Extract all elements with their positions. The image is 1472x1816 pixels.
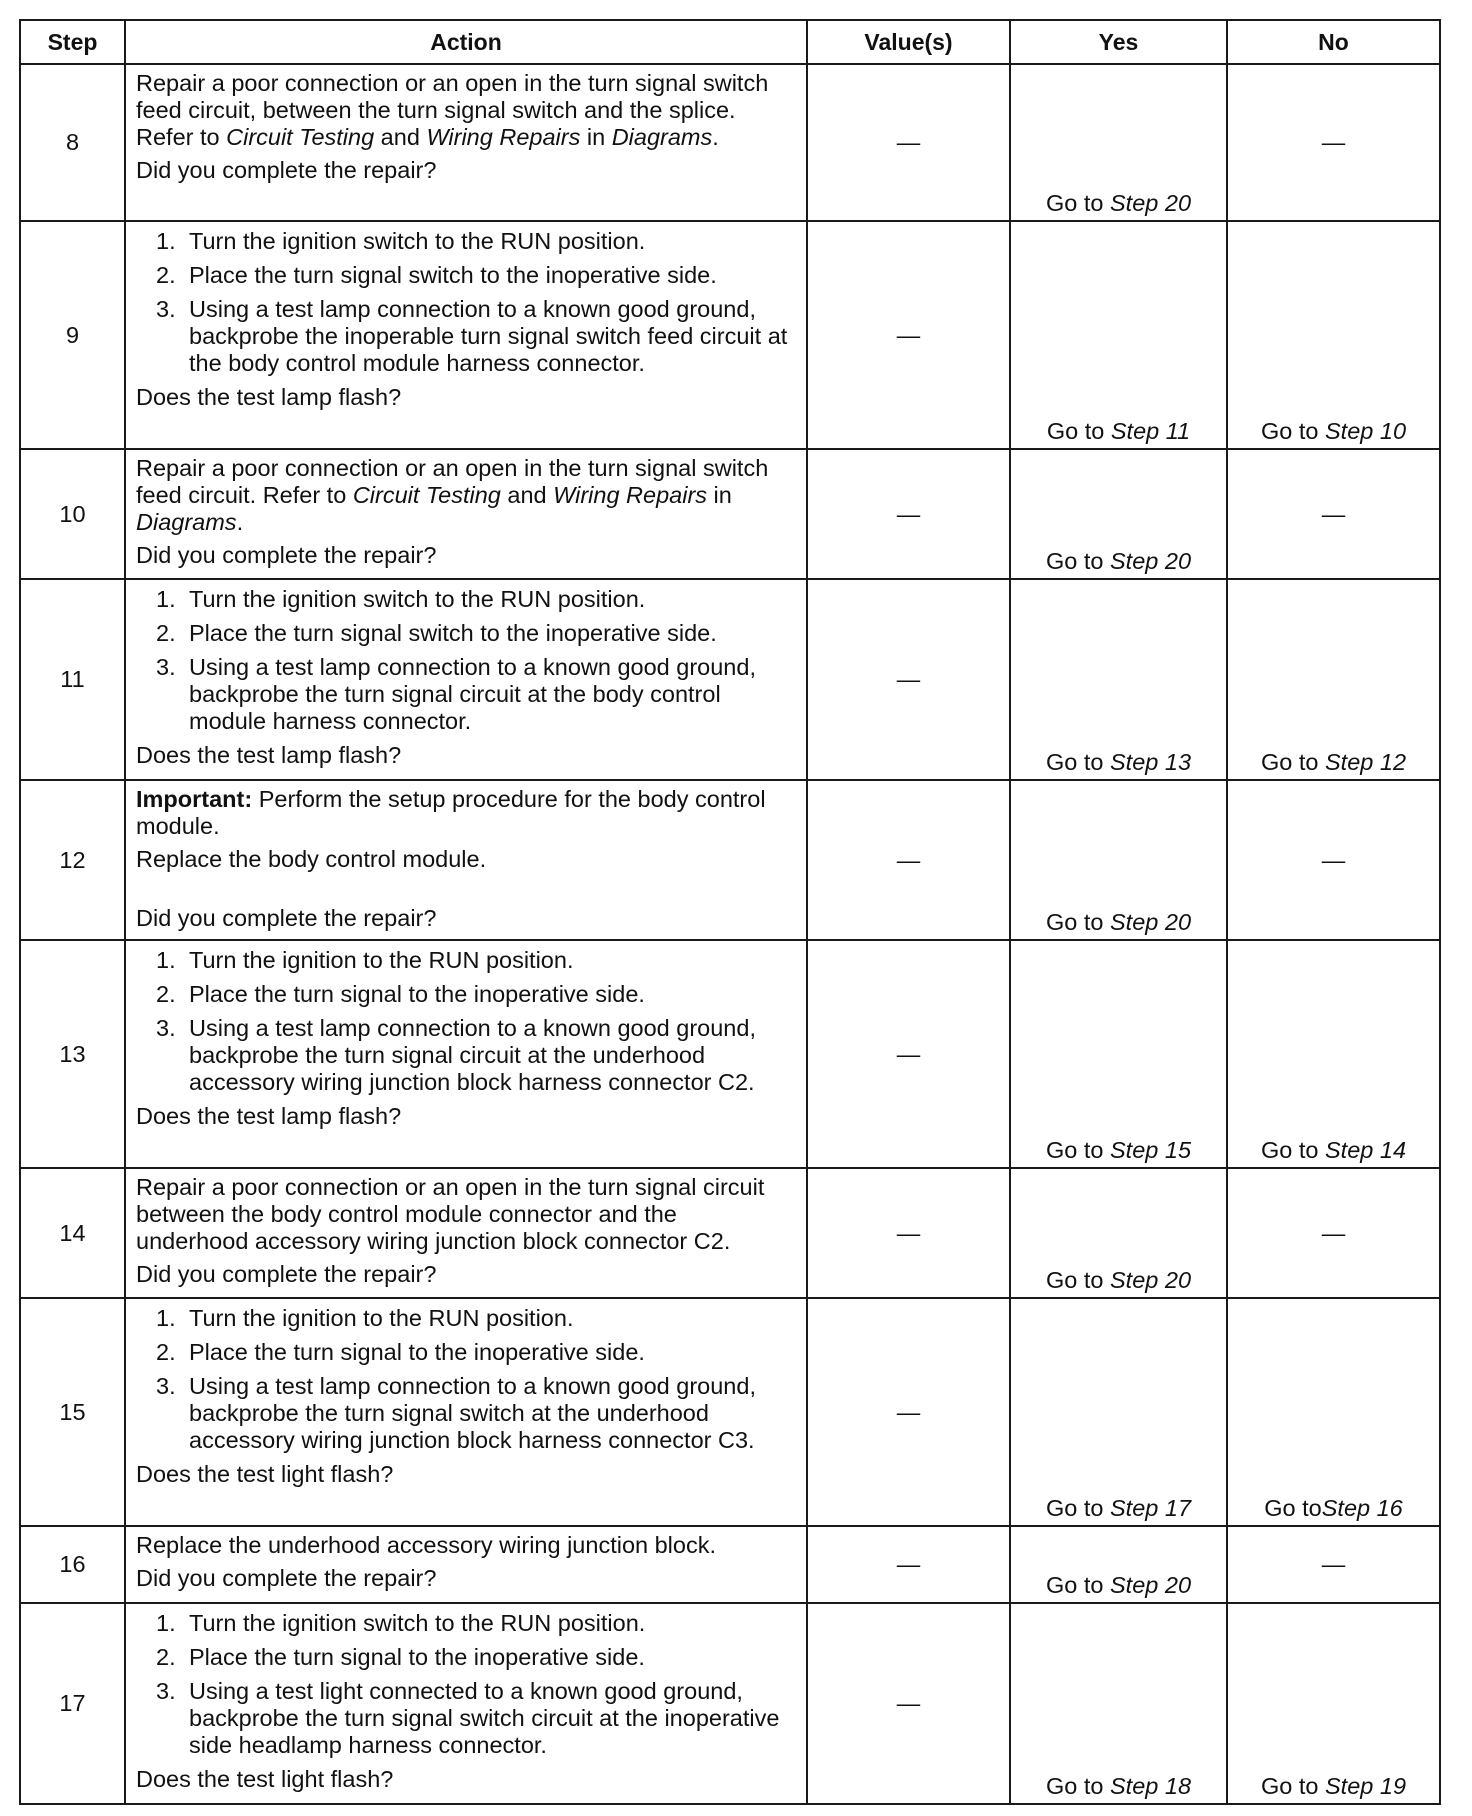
no-cell: Go to Step 12 — [1227, 579, 1440, 780]
action-question: Does the test lamp flash? — [136, 1103, 402, 1129]
no-cell: — — [1227, 449, 1440, 579]
value-cell: — — [807, 449, 1010, 579]
yes-cell: Go to Step 20 — [1010, 1526, 1227, 1603]
list-item: 2. Place the turn signal to the inoperative side. — [156, 1644, 645, 1670]
step-number: 10 — [20, 449, 125, 579]
step-number: 16 — [20, 1526, 125, 1603]
header-no: No — [1227, 20, 1440, 64]
value-cell: — — [807, 64, 1010, 221]
action-question: Did you complete the repair? — [136, 1565, 437, 1591]
action-cell — [125, 1603, 807, 1804]
yes-cell: Go to Step 15 — [1010, 940, 1227, 1168]
action-steps — [136, 1305, 794, 1454]
yes-cell: Go to Step 20 — [1010, 449, 1227, 579]
value-cell: — — [807, 1298, 1010, 1526]
step-number: 11 — [20, 579, 125, 780]
no-cell: Go to Step 19 — [1227, 1603, 1440, 1804]
action-cell — [125, 780, 807, 940]
important-note: Important: Perform the setup procedure for the body control module. — [136, 786, 766, 839]
action-text: Repair a poor connection or an open in the turn signal switch feed circuit. Refer to Circuit Testing and Wiring Repairs in Diagrams. — [136, 455, 769, 535]
no-cell: — — [1227, 780, 1440, 940]
action-text: Repair a poor connection or an open in the turn signal circuit between the body control module connector and the underhood accessory wiring junction block connector C2. — [136, 1174, 765, 1254]
yes-cell: Go to Step 13 — [1010, 579, 1227, 780]
list-item: 3. Using a test lamp connection to a known good ground, backprobe the turn signal switch at the underhood accessory wiring junction block harness connector C3. — [156, 1373, 756, 1453]
action-cell — [125, 1168, 807, 1298]
no-cell: Go to Step 10 — [1227, 221, 1440, 449]
action-question: Does the test lamp flash? — [136, 384, 402, 410]
action-cell — [125, 940, 807, 1168]
no-cell: — — [1227, 64, 1440, 221]
yes-cell: Go to Step 18 — [1010, 1603, 1227, 1804]
action-steps — [136, 1610, 794, 1759]
list-item: 3. Using a test light connected to a known good ground, backprobe the turn signal switch circuit at the inoperative side headlamp harness connector. — [156, 1678, 780, 1758]
no-cell: Go toStep 16 — [1227, 1298, 1440, 1526]
action-question: Does the test light flash? — [136, 1766, 394, 1792]
action-cell — [125, 449, 807, 579]
list-item: 2. Place the turn signal switch to the inoperative side. — [156, 262, 717, 288]
list-item: 1. Turn the ignition to the RUN position. — [156, 947, 574, 973]
yes-cell: Go to Step 20 — [1010, 780, 1227, 940]
action-question: Did you complete the repair? — [136, 1261, 437, 1287]
value-cell: — — [807, 1603, 1010, 1804]
table-row — [20, 64, 1440, 221]
header-values: Value(s) — [807, 20, 1010, 64]
table-row — [20, 1526, 1440, 1603]
table-header-row — [20, 20, 1440, 64]
action-cell — [125, 64, 807, 221]
action-question: Does the test light flash? — [136, 1461, 394, 1487]
action-question: Did you complete the repair? — [136, 542, 437, 568]
table-row — [20, 940, 1440, 1168]
table-row — [20, 1603, 1440, 1804]
table-row — [20, 221, 1440, 449]
value-cell: — — [807, 1168, 1010, 1298]
action-text: Repair a poor connection or an open in the turn signal switch feed circuit, between the turn signal switch and the splice. Refer to Circuit Testing and Wiring Repairs in Diagrams. — [136, 70, 769, 150]
list-item: 2. Place the turn signal to the inoperative side. — [156, 1339, 645, 1365]
action-text: Replace the body control module. — [136, 846, 487, 872]
yes-cell: Go to Step 17 — [1010, 1298, 1227, 1526]
action-cell — [125, 1526, 807, 1603]
table-row — [20, 579, 1440, 780]
step-number: 8 — [20, 64, 125, 221]
header-action: Action — [125, 20, 807, 64]
step-number: 13 — [20, 940, 125, 1168]
action-question: Does the test lamp flash? — [136, 742, 402, 768]
table-row — [20, 780, 1440, 940]
table-row — [20, 1168, 1440, 1298]
list-item: 2. Place the turn signal to the inoperative side. — [156, 981, 645, 1007]
value-cell: — — [807, 940, 1010, 1168]
step-number: 17 — [20, 1603, 125, 1804]
yes-cell: Go to Step 20 — [1010, 64, 1227, 221]
value-cell: — — [807, 780, 1010, 940]
list-item: 3. Using a test lamp connection to a known good ground, backprobe the turn signal circuit at the body control module harness connector. — [156, 654, 756, 734]
step-number: 14 — [20, 1168, 125, 1298]
action-cell — [125, 221, 807, 449]
no-cell: — — [1227, 1168, 1440, 1298]
action-text: Replace the underhood accessory wiring junction block. — [136, 1532, 716, 1558]
table-row — [20, 1298, 1440, 1526]
no-cell: Go to Step 14 — [1227, 940, 1440, 1168]
action-cell — [125, 579, 807, 780]
step-number: 9 — [20, 221, 125, 449]
list-item: 1. Turn the ignition switch to the RUN position. — [156, 228, 646, 254]
value-cell: — — [807, 579, 1010, 780]
list-item: 2. Place the turn signal switch to the inoperative side. — [156, 620, 717, 646]
list-item: 1. Turn the ignition switch to the RUN position. — [156, 586, 646, 612]
value-cell: — — [807, 221, 1010, 449]
action-steps — [136, 586, 794, 735]
action-cell — [125, 1298, 807, 1526]
yes-cell: Go to Step 11 — [1010, 221, 1227, 449]
action-steps — [136, 228, 794, 377]
value-cell: — — [807, 1526, 1010, 1603]
yes-cell: Go to Step 20 — [1010, 1168, 1227, 1298]
header-step: Step — [20, 20, 125, 64]
step-number: 15 — [20, 1298, 125, 1526]
action-question: Did you complete the repair? — [136, 905, 437, 931]
list-item: 1. Turn the ignition switch to the RUN position. — [156, 1610, 646, 1636]
table-row — [20, 449, 1440, 579]
list-item: 1. Turn the ignition to the RUN position. — [156, 1305, 574, 1331]
header-yes: Yes — [1010, 20, 1227, 64]
action-steps — [136, 947, 794, 1096]
list-item: 3. Using a test lamp connection to a known good ground, backprobe the turn signal circuit at the underhood accessory wiring junction block harness connector C2. — [156, 1015, 756, 1095]
step-number: 12 — [20, 780, 125, 940]
diagnostic-table — [19, 19, 1441, 1805]
list-item: 3. Using a test lamp connection to a known good ground, backprobe the inoperable turn signal switch feed circuit at the body control module harness connector. — [156, 296, 788, 376]
action-question: Did you complete the repair? — [136, 157, 437, 183]
no-cell: — — [1227, 1526, 1440, 1603]
